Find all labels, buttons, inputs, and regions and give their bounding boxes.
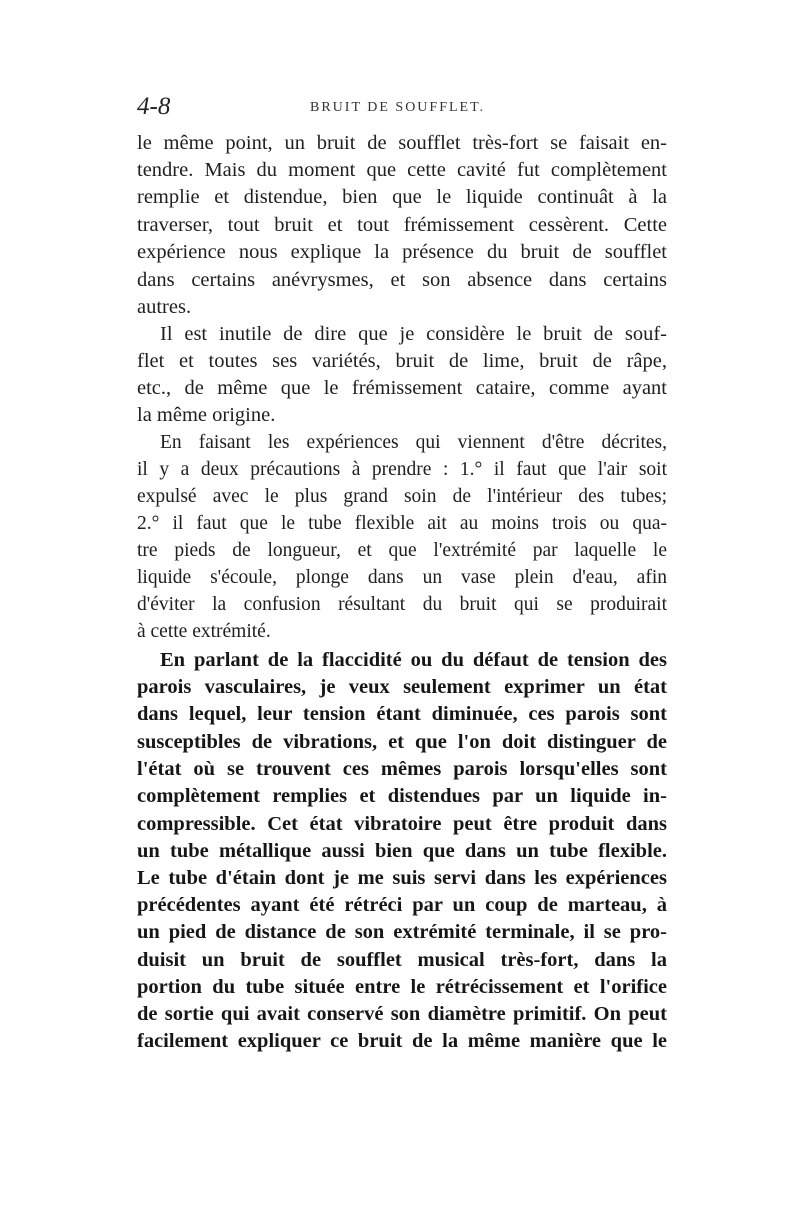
text-line: un pied de distance de son extrémité terminale, il se pro- [137,921,667,943]
text-line: dans lequel, leur tension étant diminuée, ces parois sont [137,703,667,725]
text-line: etc., de même que le frémissement cataire, comme ayant [137,377,667,399]
text-line: susceptibles de vibrations, et que l'on doit distinguer de [137,731,667,753]
text-line: de sortie qui avait conservé son diamètre primitif. On peut [137,1003,667,1025]
text-line: traverser, tout bruit et tout frémissement cessèrent. Cette [137,214,667,236]
text-line: expérience nous explique la présence du bruit de soufflet [137,241,667,263]
text-line: 2.° il faut que le tube flexible ait au moins trois ou qua- [137,513,667,534]
text-line: à cette extrémité. [137,621,271,642]
text-line: autres. [137,296,192,318]
text-line: Le tube d'étain dont je me suis servi dans les expériences [137,867,667,889]
text-line: compressible. Cet état vibratoire peut être produit dans [137,813,667,835]
text-line: d'éviter la confusion résultant du bruit qui se produirait [137,594,667,615]
text-line: duisit un bruit de soufflet musical très-fort, dans la [137,949,667,971]
text-line: Il est inutile de dire que je considère le bruit de souf- [160,323,667,345]
text-line: parois vasculaires, je veux seulement exprimer un état [137,676,667,698]
text-line: il y a deux précautions à prendre : 1.° il faut que l'air soit [137,459,667,480]
text-line: complètement remplies et distendues par un liquide in- [137,785,667,807]
text-line: remplie et distendue, bien que le liquide continuât à la [137,186,667,208]
text-line: précédentes ayant été rétréci par un coup de marteau, à [137,894,667,916]
text-line: En parlant de la flaccidité ou du défaut de tension des [160,649,667,671]
text-line: un tube métallique aussi bien que dans un tube flexible. [137,840,667,862]
text-line: le même point, un bruit de soufflet très-fort se faisait en- [137,132,667,154]
text-line: flet et toutes ses variétés, bruit de lime, bruit de râpe, [137,350,667,372]
text-line: tre pieds de longueur, et que l'extrémité par laquelle le [137,540,667,561]
text-line: En faisant les expériences qui viennent d'être décrites, [160,432,667,453]
text-line: dans certains anévrysmes, et son absence dans certains [137,269,667,291]
text-line: portion du tube située entre le rétrécissement et l'orifice [137,976,667,998]
text-line: la même origine. [137,404,276,426]
text-line: expulsé avec le plus grand soin de l'intérieur des tubes; [137,486,667,507]
page-number: 4-8 [137,93,171,120]
running-head: BRUIT DE SOUFFLET. [310,100,486,115]
text-line: tendre. Mais du moment que cette cavité fut complètement [137,159,667,181]
text-line: l'état où se trouvent ces mêmes parois lorsqu'elles sont [137,758,667,780]
text-line: facilement expliquer ce bruit de la même manière que le [137,1030,667,1052]
text-line: liquide s'écoule, plonge dans un vase plein d'eau, afin [137,567,667,588]
page-header [137,92,667,122]
